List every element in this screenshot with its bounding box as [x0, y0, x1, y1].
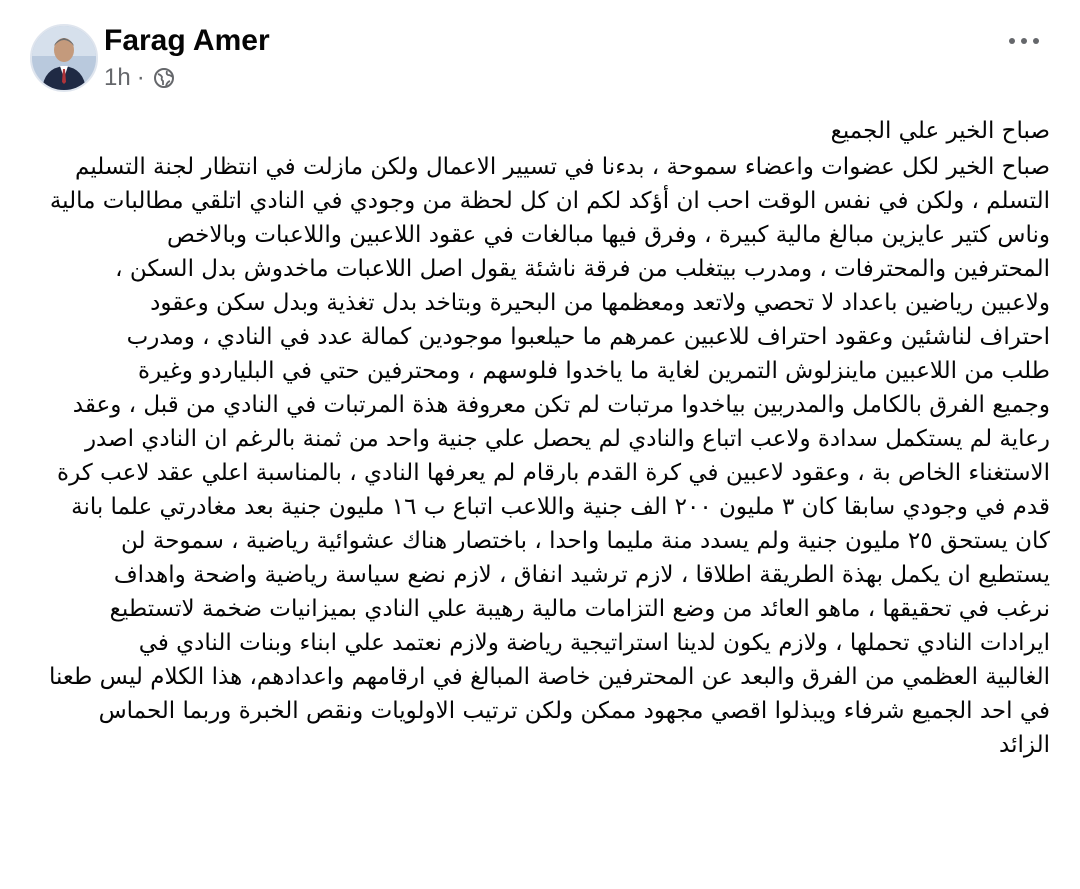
post-text-line: وناس كتير عايزين مبالغ مالية كبيرة ، وفرق فيها مبالغات في عقود اللاعبين واللاعبات وبالاخص	[167, 222, 1050, 248]
avatar-photo-icon	[32, 26, 96, 90]
post-timestamp[interactable]: 1h	[104, 64, 131, 91]
post-text-line: في احد الجميع شرفاء ويبذلوا اقصي مجهود ممكن ولكن ترتيب الاولويات ونقص الخبرة وربما الحماس	[98, 698, 1050, 724]
post-text-line: التسلم ، ولكن في نفس الوقت احب ان أؤكد لكم ان كل لحظة من وجودي في النادي اتلقي مطالبات مالية	[49, 188, 1050, 214]
post-meta	[104, 63, 175, 93]
post-text-line: يستطيع ان يكمل بهذة الطريقة اطلاقا ، لازم ترشيد انفاق ، لازم نضع سياسة رياضية واضحة واهداف	[113, 562, 1050, 588]
post-text-line: المحترفين والمحترفات ، ومدرب بيتغلب من فرقة ناشئة يقول اصل اللاعبات ماخدوش بدل السكن ،	[115, 256, 1050, 282]
post-text-line: قدم في وجودي سابقا كان ٣ مليون ٢٠٠ الف جنية واللاعب اتباع ب ١٦ مليون جنية بعد مغادرتي علما بانة	[71, 494, 1050, 520]
post-text-line: الغالبية العظمي من الفرق والبعد عن المحترفين خاصة المبالغ في ارقامهم واعدادهم، هذا الكلام ليس طعنا	[48, 664, 1050, 690]
globe-icon[interactable]	[153, 67, 175, 89]
post-text-line: ولاعبين رياضين باعداد لا تحصي ولاتعد ومعظمها من البحيرة وبتاخد بدل تغذية وبدل سكن وعقود	[150, 290, 1050, 316]
post-text-line: صباح الخير لكل عضوات واعضاء سموحة ، بدءنا في تسيير الاعمال ولكن مازلت في انتظار لجنة التسليم	[75, 154, 1050, 180]
post-text-line: الزائد	[999, 732, 1050, 758]
more-options-button[interactable]	[1002, 26, 1046, 56]
author-name[interactable]: Farag Amer	[104, 24, 270, 57]
post-text-line: وجميع الفرق بالكامل والمدربين بياخدوا مرتبات لم تكن معروفة هذة المرتبات في النادي من قبل ، وعقد	[72, 392, 1050, 418]
post-text-line: ايرادات النادي تحملها ، ولازم يكون لدينا استراتيجية رياضة ولازم نعتمد علي ابناء وبنات النادي في	[138, 630, 1050, 656]
meta-separator: ·	[136, 64, 145, 91]
post-text	[30, 114, 1050, 762]
post-text-line: رعاية لم يستكمل سدادة ولاعب اتباع والنادي لم يحصل علي جنية واحد من ثمنة بالرغم ان النادي اصدر	[84, 426, 1050, 452]
post-text-line: احتراف لناشئين وعقود احتراف للاعبين عمرهم ما حيلعبوا موجودين كمالة عدد في النادي ، ومدرب	[126, 324, 1050, 350]
post-text-line: الاستغناء الخاص بة ، وعقود لاعبين في كرة القدم بارقام لم يعرفها النادي ، بالمناسبة اعلي عقد لاعب كرة	[57, 460, 1050, 486]
post-text-line: نرغب في تحقيقها ، ماهو العائد من وضع التزامات مالية رهيبة علي النادي بميزانيات ضخمة لاتستطيع	[109, 596, 1050, 622]
more-horizontal-icon	[1008, 37, 1040, 45]
author-avatar[interactable]	[30, 24, 98, 92]
post-text-line: كان يستحق ٢٥ مليون جنية ولم يسدد منة مليما واحدا ، باختصار هناك عشوائية رياضية ، سموحة لن	[121, 528, 1050, 554]
post-text-line: طلب من اللاعبين ماينزلوش التمرين لغاية ما ياخدوا فلوسهم ، ومحترفين حتي في البلياردو وغيرة	[138, 358, 1050, 384]
post-text-line: صباح الخير علي الجميع	[830, 118, 1050, 144]
